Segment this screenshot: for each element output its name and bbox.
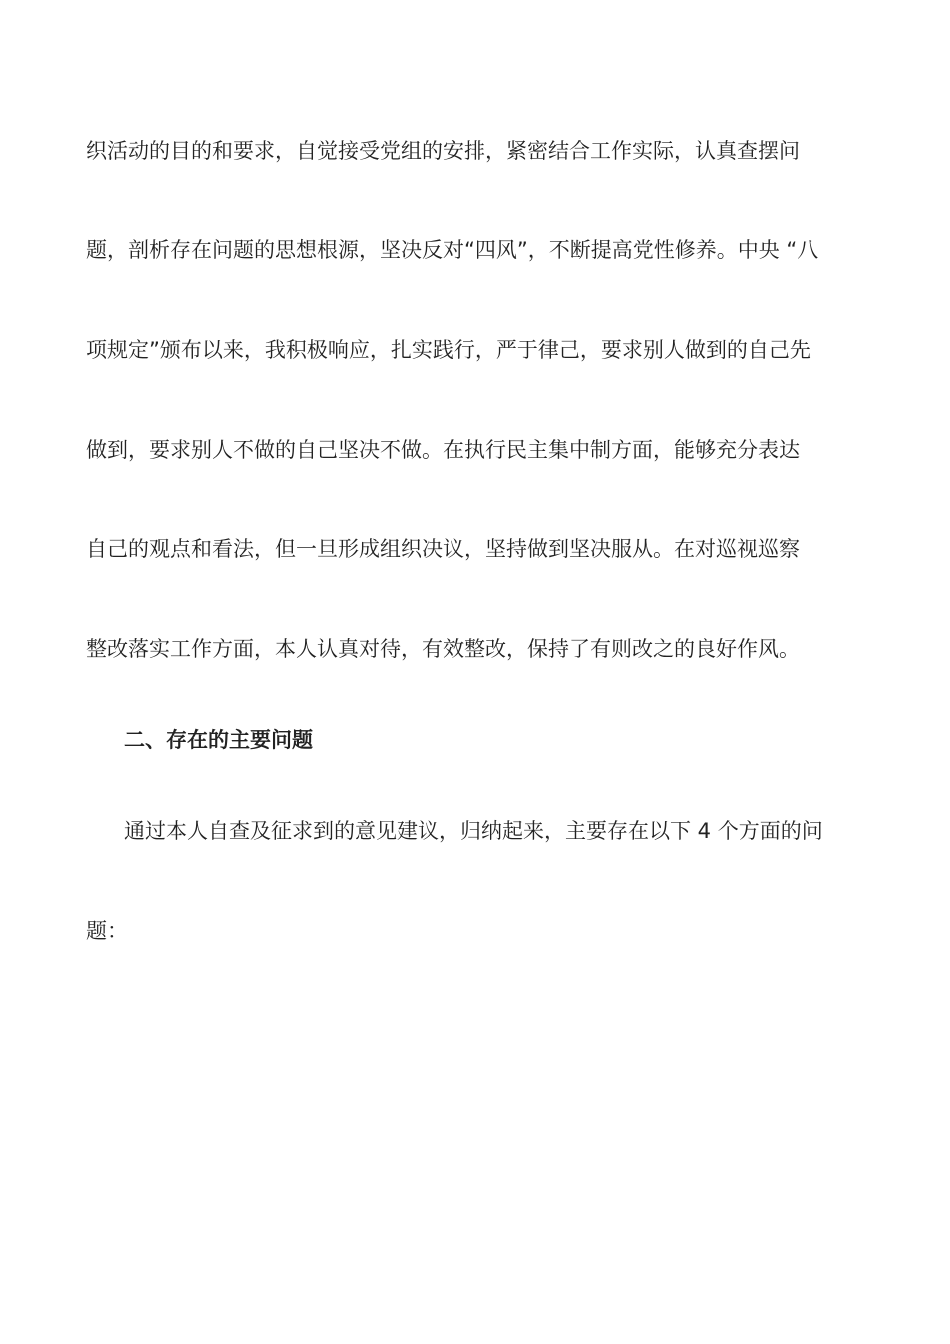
paragraph-line: 织活动的目的和要求，自觉接受党组的安排，紧密结合工作实际，认真查摆问 [86,139,800,163]
paragraph-line: 题，剖析存在问题的思想根源，坚决反对“四风”，不断提高党性修养。中央 “八 [86,238,819,262]
paragraph-line: 通过本人自查及征求到的意见建议，归纳起来，主要存在以下 4 个方面的问 [124,819,823,843]
paragraph-line: 项规定”颁布以来，我积极响应，扎实践行，严于律己，要求别人做到的自己先 [86,338,811,362]
section-heading: 二、存在的主要问题 [124,728,313,752]
paragraph-line: 自己的观点和看法，但一旦形成组织决议，坚持做到坚决服从。在对巡视巡察 [86,537,800,561]
paragraph-line: 整改落实工作方面，本人认真对待，有效整改，保持了有则改之的良好作风。 [86,637,800,661]
paragraph-line: 题： [86,919,128,943]
paragraph-line: 做到，要求别人不做的自己坚决不做。在执行民主集中制方面，能够充分表达 [86,438,800,462]
